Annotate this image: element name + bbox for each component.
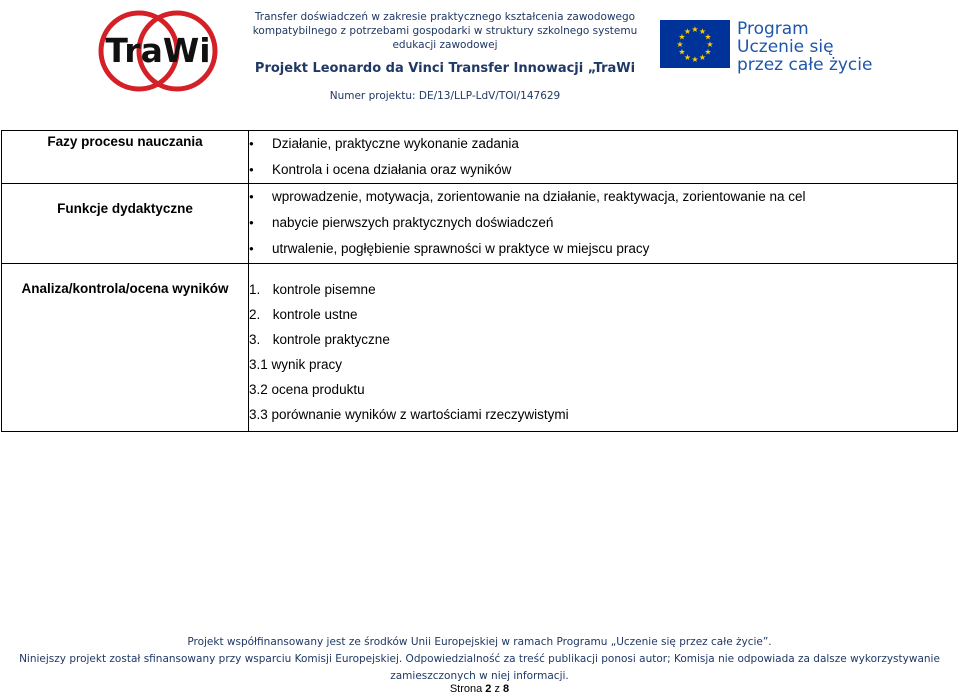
eu-star-icon: ★ xyxy=(698,53,707,62)
row-content-functions xyxy=(249,184,958,264)
table-row xyxy=(2,184,958,264)
footer-disclaimer: Niniejszy projekt został sfinansowany przy wsparciu Komisji Europejskiej. Odpowiedzialność za treść publikacji ponosi autor; Komisja nie odpowiada za dalsze wykorzystywanie xyxy=(19,653,940,665)
page-footer xyxy=(0,634,959,685)
eu-star-icon: ★ xyxy=(704,47,712,57)
page-of: z xyxy=(494,683,500,695)
list-item: ● Kontrola i ocena działania oraz wyników xyxy=(249,157,957,183)
item-number: 2. xyxy=(249,307,261,322)
list-item: ● nabycie pierwszych praktycznych doświadczeń xyxy=(249,210,957,236)
row-label-analysis xyxy=(2,264,249,432)
svg-text:TraWi: TraWi xyxy=(105,31,211,70)
eu-star-icon: ★ xyxy=(683,27,692,36)
eu-star-icon: ★ xyxy=(683,53,692,62)
page-number xyxy=(0,683,959,696)
list-item xyxy=(249,302,957,327)
item-text: kontrole praktyczne xyxy=(272,332,390,347)
functions-list xyxy=(249,184,957,262)
row-label-phases xyxy=(2,131,249,184)
analysis-list xyxy=(249,277,957,427)
row-content-analysis xyxy=(249,264,958,432)
page-header xyxy=(0,0,959,110)
row-label-functions xyxy=(2,184,249,264)
page-current: 2 xyxy=(485,683,492,695)
eu-star-icon: ★ xyxy=(704,32,712,42)
footer-disclaimer-end: zamieszczonych w niej informacji. xyxy=(390,670,569,682)
eu-star-icon: ★ xyxy=(691,25,699,34)
eu-star-icon: ★ xyxy=(678,47,686,57)
lifelong-learning-programme-logo xyxy=(737,20,872,74)
list-item: ● utrwalenie, pogłębienie sprawności w praktyce w miejscu pracy xyxy=(249,236,957,262)
eu-star-icon: ★ xyxy=(706,40,714,49)
row-label-text: Funkcje dydaktyczne xyxy=(57,201,193,216)
list-item: 3.1 wynik pracy xyxy=(249,357,343,372)
item-number: 3. xyxy=(249,332,261,347)
item-number: 1. xyxy=(249,282,261,297)
project-title: Projekt Leonardo da Vinci Transfer Innowacji „TraWi xyxy=(254,61,636,76)
row-label-text: Fazy procesu nauczania xyxy=(47,134,203,149)
table-row xyxy=(2,131,958,184)
project-number: Numer projektu: DE/13/LLP-LdV/TOI/147629 xyxy=(329,90,561,102)
eu-program-line-3: przez całe życie xyxy=(737,55,873,75)
row-label-text: Analiza/kontrola/ocena wyników xyxy=(21,281,229,296)
item-text: kontrole pisemne xyxy=(272,282,376,297)
eu-flag-icon xyxy=(660,20,730,68)
eu-star-icon: ★ xyxy=(676,40,684,49)
list-item: 3.2 ocena produktu xyxy=(249,382,365,397)
item-text: kontrole ustne xyxy=(272,307,358,322)
row-content-phases xyxy=(249,131,958,184)
project-header-text xyxy=(250,10,640,103)
table-row xyxy=(2,264,958,432)
eu-star-icon: ★ xyxy=(678,32,686,42)
list-item: ● wprowadzenie, motywacja, zorientowanie na działanie, reaktywacja, zorientowanie na cel xyxy=(249,184,957,210)
header-line-3: edukacji zawodowej xyxy=(392,39,498,51)
teaching-process-table xyxy=(1,130,958,432)
list-item: ● Działanie, praktyczne wykonanie zadania xyxy=(249,131,957,157)
header-line-2: kompatybilnego z potrzebami gospodarki w struktury szkolnego systemu xyxy=(252,25,638,37)
list-item xyxy=(249,327,957,352)
list-item: 3.3 porównanie wyników z wartościami rzeczywistymi xyxy=(249,407,569,422)
eu-star-icon: ★ xyxy=(691,55,699,64)
trawi-logo xyxy=(96,8,220,94)
phases-list xyxy=(249,131,957,183)
eu-program-line-1: Program xyxy=(737,19,809,39)
eu-star-icon: ★ xyxy=(698,27,707,36)
page-total: 8 xyxy=(503,683,510,695)
footer-cofinanced-note: Projekt współfinansowany jest ze środków Unii Europejskiej w ramach Programu „Uczenie się przez całe życie”. xyxy=(187,636,772,648)
page-prefix: Strona xyxy=(449,683,483,695)
list-item xyxy=(249,277,957,302)
eu-program-line-2: Uczenie się xyxy=(737,37,834,57)
header-line-1: Transfer doświadczeń w zakresie praktycznego kształcenia zawodowego xyxy=(254,11,636,23)
